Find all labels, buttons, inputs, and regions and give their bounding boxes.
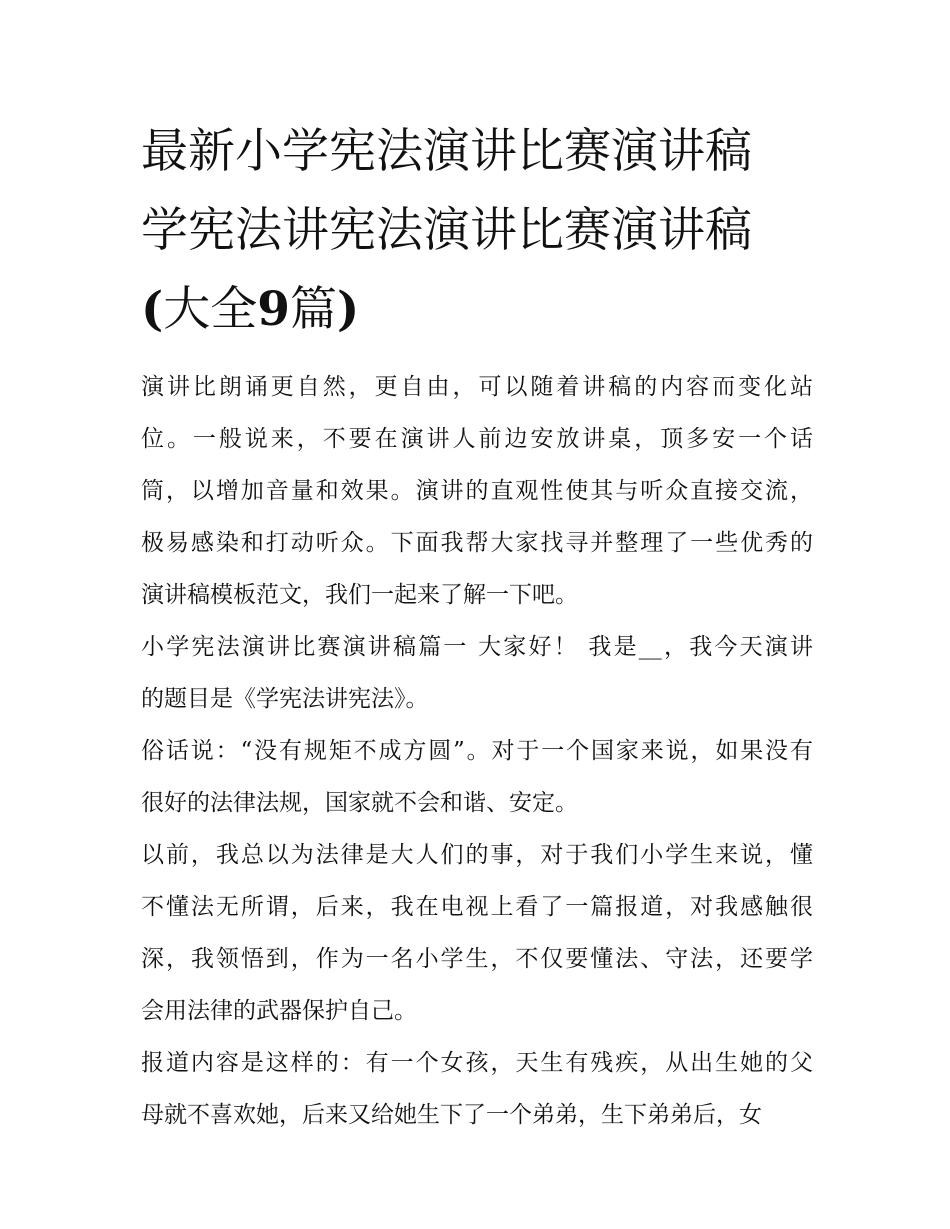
paragraph-line: 报道内容是这样的：有一个女孩，天生有残疾，从出生她的父: [141, 1050, 813, 1076]
paragraph-line: 深，我领悟到，作为一名小学生，不仅要懂法、守法，还要学: [141, 946, 813, 972]
paragraph-line: 以前，我总以为法律是大人们的事，对于我们小学生来说，懂: [141, 842, 813, 868]
document-body: [141, 361, 813, 1141]
paragraph: [141, 829, 813, 1037]
paragraph-line: 演讲稿模板范文，我们一起来了解一下吧。: [141, 582, 578, 608]
paragraph-line: 母就不喜欢她，后来又给她生下了一个弟弟，生下弟弟后，女: [141, 1102, 762, 1128]
paragraph-line: 不懂法无所谓，后来，我在电视上看了一篇报道，对我感触很: [141, 894, 813, 920]
paragraph-line: 很好的法律法规，国家就不会和谐、安定。: [141, 790, 578, 816]
paragraph-line: 演讲比朗诵更自然，更自由，可以随着讲稿的内容而变化站: [141, 374, 813, 400]
paragraph: [141, 361, 813, 621]
document-title: [141, 112, 813, 349]
title-line-1: 最新小学宪法演讲比赛演讲稿: [141, 124, 752, 179]
paragraph: [141, 725, 813, 829]
document-page: [141, 112, 813, 1141]
paragraph-line: 位。一般说来，不要在演讲人前边安放讲桌，顶多安一个话: [141, 426, 813, 452]
paragraph-line: 的题目是《学宪法讲宪法》。: [141, 686, 429, 712]
title-line-2: 学宪法讲宪法演讲比赛演讲稿: [141, 203, 752, 258]
paragraph: [141, 1037, 813, 1141]
paragraph-line: 极易感染和打动听众。下面我帮大家找寻并整理了一些优秀的: [141, 530, 813, 556]
paragraph-line: 会用法律的武器保护自己。: [141, 998, 417, 1024]
paragraph: [141, 621, 813, 725]
title-line-3: (大全9篇): [141, 282, 360, 337]
paragraph-line: 筒，以增加音量和效果。演讲的直观性使其与听众直接交流，: [141, 478, 813, 504]
paragraph-line: 小学宪法演讲比赛演讲稿篇一 大家好！ 我是__，我今天演讲: [141, 634, 813, 660]
paragraph-line: 俗话说：“没有规矩不成方圆”。对于一个国家来说，如果没有: [141, 738, 813, 764]
